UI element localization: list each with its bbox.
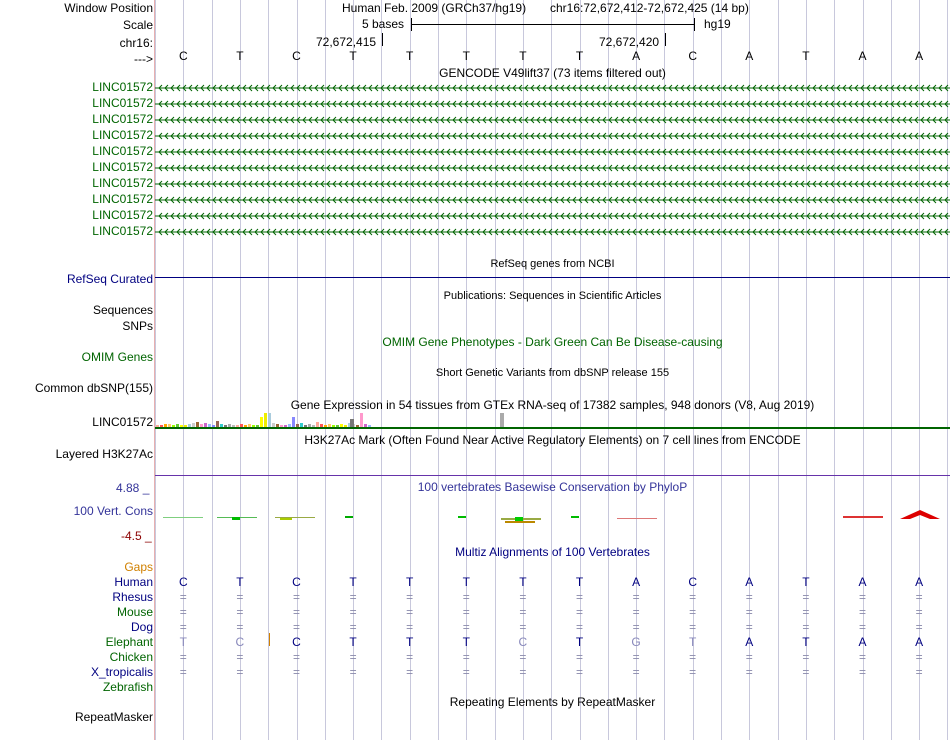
gtex-tissue-bar <box>368 425 371 427</box>
alignment-base: = <box>519 620 527 634</box>
gencode-transcripts[interactable] <box>155 80 950 256</box>
gtex-tissue-bar <box>236 425 239 427</box>
refseq-line <box>155 277 950 278</box>
species-label-human[interactable]: Human <box>114 575 153 589</box>
alignment-base: = <box>519 665 527 679</box>
alignment-base: T <box>575 575 584 589</box>
gtex-tissue-bar <box>316 422 319 427</box>
phylop-mark <box>505 521 535 523</box>
alignment-base: = <box>179 665 187 679</box>
gtex-tissue-bar <box>284 425 287 427</box>
gtex-tissue-bar <box>500 413 504 427</box>
alignment-base: C <box>518 635 528 649</box>
gtex-tissue-bar <box>212 425 215 427</box>
alignment-base: = <box>632 665 640 679</box>
alignment-base: = <box>745 620 753 634</box>
gtex-tissue-bar <box>304 425 307 427</box>
alignment-base: T <box>406 575 414 589</box>
gtex-tissue-bar <box>196 422 199 427</box>
gtex-tissue-bar <box>356 425 359 427</box>
gencode-transcript-label[interactable]: LINC01572 <box>92 176 153 190</box>
base-letter: C <box>688 49 698 63</box>
alignment-base: A <box>858 575 867 589</box>
alignment-base: = <box>236 665 244 679</box>
alignment-base: = <box>236 590 244 604</box>
alignment-base: = <box>292 590 300 604</box>
species-label-dog[interactable]: Dog <box>130 620 153 634</box>
alignment-base: T <box>462 635 470 649</box>
species-label-zebrafish[interactable]: Zebrafish <box>102 680 153 694</box>
phylop-mark <box>163 517 203 518</box>
phylop-mark <box>843 516 883 518</box>
gtex-tissue-bar <box>360 413 363 427</box>
alignment-base: = <box>406 590 414 604</box>
species-label-mouse[interactable]: Mouse <box>116 605 153 619</box>
alignment-base: = <box>632 605 640 619</box>
gtex-tissue-bar <box>336 425 339 427</box>
gtex-tissue-bar <box>248 424 251 427</box>
repeatmasker-label[interactable]: RepeatMasker <box>74 710 153 724</box>
alignment-base: G <box>631 635 641 649</box>
alignment-base: = <box>462 665 470 679</box>
alignment-base: = <box>689 590 697 604</box>
scale-bar-right-tick <box>694 18 695 31</box>
gtex-tissue-bar <box>232 425 235 427</box>
alignment-base: = <box>519 650 527 664</box>
alignment-base: = <box>575 620 583 634</box>
phylop-mark <box>345 516 353 518</box>
species-label-x_tropicalis[interactable]: X_tropicalis <box>90 665 153 679</box>
gtex-tissue-bar <box>332 425 335 427</box>
omim-label[interactable]: OMIM Genes <box>81 350 153 364</box>
alignment-base: = <box>462 590 470 604</box>
alignment-base: C <box>292 635 301 649</box>
alignment-base: = <box>632 590 640 604</box>
species-label-rhesus[interactable]: Rhesus <box>112 590 153 604</box>
strand-arrow-label: ---> <box>134 52 153 66</box>
alignment-base: = <box>406 620 414 634</box>
gtex-tissue-bar <box>350 419 354 427</box>
alignment-base: C <box>292 575 301 589</box>
alignment-base: = <box>179 605 187 619</box>
h3k27ac-title: H3K27Ac Mark (Often Found Near Active Regulatory Elements) on 7 cell lines from ENCODE <box>304 433 801 447</box>
gtex-tissue-bar <box>264 413 267 427</box>
gtex-tissue-bar <box>156 425 159 427</box>
alignment-base: = <box>858 665 866 679</box>
refseq-label[interactable]: RefSeq Curated <box>66 272 153 286</box>
gtex-tissue-bar <box>244 425 247 427</box>
alignment-base: = <box>802 605 810 619</box>
phylop-peak <box>900 510 940 519</box>
gtex-tissue-bar <box>224 425 227 427</box>
alignment-base: = <box>858 650 866 664</box>
phylop-ymin: -4.5 _ <box>121 529 152 543</box>
gap-mark <box>269 633 270 646</box>
alignment-base: = <box>915 650 923 664</box>
base-letter: T <box>802 49 810 63</box>
base-letter: A <box>858 49 867 63</box>
alignment-base: = <box>349 620 357 634</box>
phylop-mark <box>617 518 657 519</box>
gencode-transcript-label[interactable]: LINC01572 <box>92 96 153 110</box>
alignment-base: = <box>349 590 357 604</box>
dbsnp-label[interactable]: Common dbSNP(155) <box>34 381 153 395</box>
base-letter: C <box>292 49 301 63</box>
gtex-tissue-bar <box>308 424 311 427</box>
alignment-base: T <box>519 575 527 589</box>
gtex-tissue-bar <box>300 423 303 427</box>
coord-2: 72,672,420 <box>599 35 660 49</box>
gtex-tissue-bar <box>168 424 171 427</box>
alignment-base: C <box>235 635 245 649</box>
alignment-base: = <box>689 605 697 619</box>
h3k27ac-label[interactable]: Layered H3K27Ac <box>55 447 153 461</box>
gencode-transcript-label[interactable]: LINC01572 <box>92 80 153 94</box>
gtex-tissue-bar <box>176 424 179 427</box>
alignment-base: = <box>462 605 470 619</box>
gtex-title: Gene Expression in 54 tissues from GTEx RNA-seq of 17382 samples, 948 donors (V8, Aug 2019) <box>290 398 815 412</box>
gtex-gene-line <box>155 427 950 429</box>
snps-label[interactable]: SNPs <box>122 319 153 333</box>
alignment-base: = <box>349 605 357 619</box>
alignment-base: = <box>179 650 187 664</box>
scale-text: 5 bases <box>362 17 405 31</box>
alignment-base: = <box>236 620 244 634</box>
gtex-tissue-bar <box>260 417 263 427</box>
gtex-tissue-bar <box>184 425 187 427</box>
alignment-base: = <box>519 605 527 619</box>
alignment-base: = <box>632 620 640 634</box>
alignment-base: = <box>802 620 810 634</box>
gtex-tissue-bar <box>172 425 175 427</box>
alignment-base: = <box>858 590 866 604</box>
alignment-base: = <box>236 650 244 664</box>
gencode-transcript-label[interactable]: LINC01572 <box>92 192 153 206</box>
alignment-base: T <box>179 635 187 649</box>
alignment-base: = <box>745 665 753 679</box>
repeatmasker-title: Repeating Elements by RepeatMasker <box>449 695 656 709</box>
gtex-tissue-bar <box>208 424 211 427</box>
alignment-base: = <box>632 650 640 664</box>
gtex-tissue-bar <box>276 424 279 427</box>
alignment-base: = <box>689 665 697 679</box>
alignment-base: T <box>406 635 414 649</box>
window-position-label: Window Position <box>64 1 153 15</box>
alignment-base: T <box>575 635 584 649</box>
alignment-base: = <box>858 605 866 619</box>
base-letter: T <box>575 49 584 63</box>
alignment-base: = <box>745 590 753 604</box>
gencode-transcript-label[interactable]: LINC01572 <box>92 208 153 222</box>
position-text: chr16:72,672,412-72,672,425 (14 bp) <box>550 1 749 15</box>
coord-1: 72,672,415 <box>316 35 377 49</box>
gencode-transcript-label[interactable]: LINC01572 <box>92 224 153 238</box>
alignment-base: = <box>689 650 697 664</box>
species-label-chicken[interactable]: Chicken <box>109 650 153 664</box>
publications-title: Publications: Sequences in Scientific Articles <box>443 290 662 302</box>
base-letter: T <box>519 49 527 63</box>
base-letter: T <box>406 49 414 63</box>
alignment-base: = <box>575 605 583 619</box>
phylop-mark <box>232 517 240 520</box>
alignment-base: A <box>745 635 754 649</box>
alignment-base: T <box>349 575 357 589</box>
gaps-label[interactable]: Gaps <box>124 560 153 574</box>
phylop-label[interactable]: 100 Vert. Cons <box>73 504 153 518</box>
alignment-base: = <box>575 650 583 664</box>
scale-label: Scale <box>122 18 153 32</box>
scale-bar <box>411 24 694 25</box>
gtex-tissue-bar <box>296 424 299 427</box>
alignment-base: C <box>688 575 698 589</box>
omim-title: OMIM Gene Phenotypes - Dark Green Can Be Disease-causing <box>382 335 723 349</box>
sequences-label[interactable]: Sequences <box>92 303 153 317</box>
alignment-base: = <box>915 665 923 679</box>
alignment-base: = <box>462 620 470 634</box>
alignment-base: T <box>802 575 810 589</box>
gtex-tissue-bar <box>228 424 231 427</box>
alignment-base: = <box>406 605 414 619</box>
gtex-tissue-bar <box>256 425 259 427</box>
alignment-base: = <box>349 665 357 679</box>
gtex-tissue-bar <box>292 417 295 427</box>
alignment-base: = <box>745 650 753 664</box>
alignment-base: = <box>915 605 923 619</box>
gtex-tissue-bar <box>164 424 167 427</box>
base-letter: T <box>462 49 470 63</box>
alignment-base: = <box>858 620 866 634</box>
base-letter: A <box>915 49 924 63</box>
gtex-tissue-bar <box>188 424 191 427</box>
coord-1-tick <box>382 33 383 46</box>
base-letter: T <box>349 49 357 63</box>
alignment-base: = <box>519 590 527 604</box>
phylop-mark <box>571 516 579 518</box>
alignment-base: A <box>632 575 641 589</box>
gtex-tissue-bar <box>180 425 183 427</box>
gtex-tissue-bar <box>220 424 223 427</box>
alignment-base: = <box>292 650 300 664</box>
gtex-tissue-bar <box>324 425 327 427</box>
alignment-base: T <box>802 635 810 649</box>
phylop-mark <box>275 517 315 518</box>
gtex-tissue-bar <box>200 424 203 427</box>
gtex-tissue-bar <box>240 424 243 427</box>
species-label-elephant[interactable]: Elephant <box>105 635 153 649</box>
gtex-bars[interactable] <box>155 410 950 430</box>
alignment-base: = <box>236 605 244 619</box>
assembly-text: Human Feb. 2009 (GRCh37/hg19) <box>342 1 527 15</box>
alignment-base: = <box>802 590 810 604</box>
alignment-base: = <box>406 665 414 679</box>
alignment-base: = <box>292 605 300 619</box>
alignment-base: A <box>915 635 924 649</box>
alignment-base: T <box>689 635 697 649</box>
alignment-base: = <box>689 620 697 634</box>
gtex-tissue-bar <box>364 424 367 427</box>
gtex-tissue-bar <box>328 424 331 427</box>
base-letter: C <box>178 49 188 63</box>
alignment-base: = <box>179 620 187 634</box>
gtex-label[interactable]: LINC01572 <box>92 415 153 429</box>
base-letter: A <box>745 49 754 63</box>
phylop-mark <box>280 518 292 520</box>
alignment-base: = <box>915 620 923 634</box>
alignment-base: C <box>178 575 188 589</box>
phylop-plot[interactable] <box>155 505 950 527</box>
gencode-transcript-label[interactable]: LINC01572 <box>92 144 153 158</box>
alignment-base: = <box>745 605 753 619</box>
gtex-tissue-bar <box>344 425 347 427</box>
gtex-tissue-bar <box>252 425 255 427</box>
gtex-tissue-bar <box>312 425 315 427</box>
alignment-base: A <box>858 635 867 649</box>
alignment-base: = <box>802 665 810 679</box>
phylop-ymax: 4.88 _ <box>116 481 150 495</box>
gencode-transcript-label[interactable]: LINC01572 <box>92 128 153 142</box>
gtex-tissue-bar <box>268 413 271 427</box>
gencode-title: GENCODE V49lift37 (73 items filtered out) <box>439 66 666 80</box>
h3k27ac-baseline <box>155 475 950 476</box>
alignment-base: = <box>292 620 300 634</box>
gtex-tissue-bar <box>272 423 275 427</box>
phylop-mark <box>515 517 523 521</box>
alignment-base: = <box>179 590 187 604</box>
scale-bar-left-tick <box>411 18 412 31</box>
alignment-base: = <box>462 650 470 664</box>
phylop-mark <box>458 516 466 518</box>
gtex-tissue-bar <box>216 421 219 427</box>
alignment-base: = <box>915 590 923 604</box>
base-letter: A <box>632 49 641 63</box>
gtex-tissue-bar <box>280 425 283 427</box>
gencode-transcript-label[interactable]: LINC01572 <box>92 160 153 174</box>
multiz-title: Multiz Alignments of 100 Vertebrates <box>455 545 650 559</box>
gtex-tissue-bar <box>160 425 163 427</box>
gtex-tissue-bar <box>192 423 195 427</box>
alignment-base: = <box>575 665 583 679</box>
refseq-title: RefSeq genes from NCBI <box>490 258 615 270</box>
gtex-tissue-bar <box>320 424 323 427</box>
base-letter: T <box>236 49 244 63</box>
scale-db: hg19 <box>704 17 731 31</box>
gtex-tissue-bar <box>204 423 207 427</box>
dbsnp-title: Short Genetic Variants from dbSNP release 155 <box>435 367 670 379</box>
gtex-tissue-bar <box>288 424 291 427</box>
alignment-base: T <box>349 635 357 649</box>
alignment-base: A <box>915 575 924 589</box>
gencode-transcript-label[interactable]: LINC01572 <box>92 112 153 126</box>
alignment-base: = <box>406 650 414 664</box>
alignment-base: = <box>292 665 300 679</box>
alignment-base: = <box>575 590 583 604</box>
gtex-tissue-bar <box>340 424 343 427</box>
alignment-base: A <box>745 575 754 589</box>
alignment-base: = <box>349 650 357 664</box>
alignment-base: = <box>802 650 810 664</box>
alignment-base: T <box>462 575 470 589</box>
coord-2-tick <box>665 33 666 46</box>
chrom-label: chr16: <box>119 36 153 50</box>
phylop-title: 100 vertebrates Basewise Conservation by PhyloP <box>417 480 688 494</box>
alignment-base: T <box>236 575 244 589</box>
